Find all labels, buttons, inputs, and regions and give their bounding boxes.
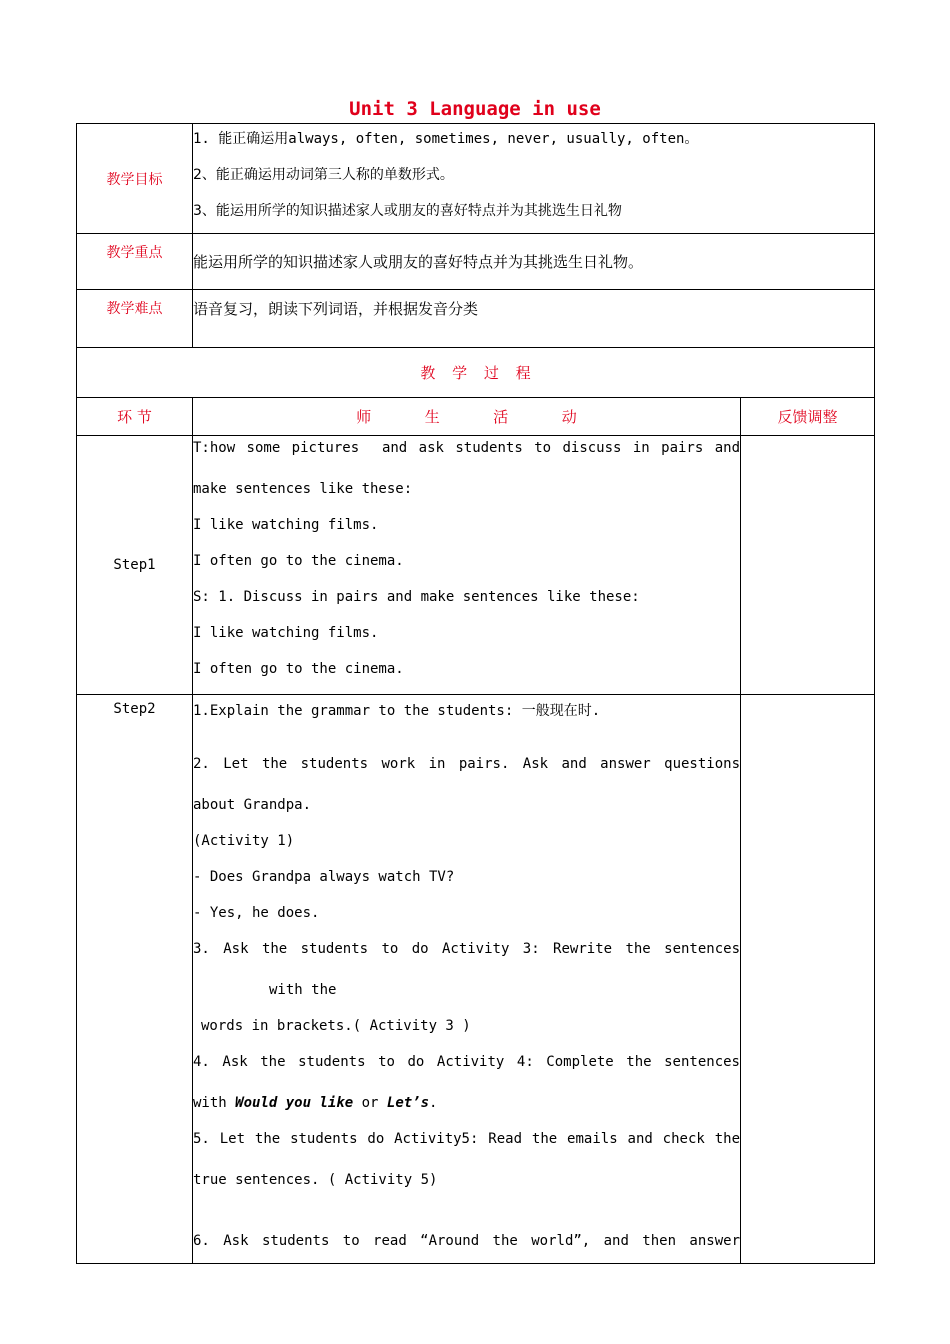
page-title: Unit 3 Language in use	[349, 98, 601, 120]
objectives-label: 教学目标	[77, 124, 193, 234]
activity-line: I often go to the cinema.	[193, 661, 404, 677]
activity-text: or	[353, 1095, 387, 1111]
key-points-row	[77, 234, 875, 290]
activity-line: I like watching films.	[193, 517, 379, 533]
activity-line: 3. Ask the students to do Activity 3: Rewrite the sentences	[193, 941, 740, 957]
step1-activities	[193, 436, 741, 695]
key-points-text: 能运用所学的知识描述家人或朋友的喜好特点并为其挑选生日礼物。	[193, 234, 875, 290]
activity-line	[193, 1095, 740, 1131]
activity-line: T:how some pictures and ask students to discuss in pairs and	[193, 440, 740, 456]
lesson-plan-table	[76, 123, 875, 1264]
activity-line: about Grandpa.	[193, 797, 312, 813]
step1-feedback	[741, 436, 875, 695]
activity-line: - Yes, he does.	[193, 905, 320, 921]
column-header-activity: 师 生 活 动	[193, 398, 741, 436]
step1-label: Step1	[77, 436, 193, 695]
step1-row	[77, 436, 875, 695]
difficulties-text: 语音复习，朗读下列词语，并根据发音分类	[193, 290, 875, 348]
activity-line: 1.Explain the grammar to the students: 一般现在时.	[193, 703, 601, 719]
difficulties-row	[77, 290, 875, 348]
step2-label: Step2	[77, 695, 193, 1264]
activity-line: with the	[269, 982, 337, 998]
activity-line: make sentences like these:	[193, 481, 413, 497]
objective-item: 2、能正确运用动词第三人称的单数形式。	[193, 167, 454, 183]
activity-line: - Does Grandpa always watch TV?	[193, 869, 455, 885]
activity-line: 6. Ask students to read “Around the world”, and then answer	[193, 1233, 740, 1249]
process-header-row	[77, 348, 875, 398]
column-header-row	[77, 398, 875, 436]
emphasis-text: Let’s	[386, 1095, 430, 1111]
activity-line: (Activity 1)	[193, 833, 295, 849]
activity-line: 5. Let the students do Activity5: Read the emails and check the	[193, 1131, 740, 1147]
activity-text: with	[193, 1095, 236, 1111]
activity-line: words in brackets.( Activity 3 )	[201, 1018, 471, 1034]
column-header-stage: 环 节	[77, 398, 193, 436]
objective-item: 3、能运用所学的知识描述家人或朋友的喜好特点并为其挑选生日礼物	[193, 203, 622, 219]
emphasis-text: Would you like	[235, 1095, 354, 1111]
activity-line: S: 1. Discuss in pairs and make sentences like these:	[193, 589, 640, 605]
activity-text: .	[429, 1095, 438, 1111]
activity-line: true sentences. ( Activity 5)	[193, 1172, 438, 1188]
objectives-row	[77, 124, 875, 234]
step2-row	[77, 695, 875, 1264]
activity-line: I often go to the cinema.	[193, 553, 404, 569]
step2-feedback	[741, 695, 875, 1264]
step2-activities	[193, 695, 741, 1264]
activity-line: 4. Ask the students to do Activity 4: Complete the sentences	[193, 1054, 740, 1070]
activity-line: 2. Let the students work in pairs. Ask and answer questions	[193, 756, 740, 772]
activity-line: I like watching films.	[193, 625, 379, 641]
objective-item: 1. 能正确运用always, often, sometimes, never, usually, often。	[193, 131, 699, 147]
difficulties-label: 教学难点	[77, 290, 193, 348]
column-header-feedback: 反馈调整	[741, 398, 875, 436]
objectives-content	[193, 124, 875, 234]
key-points-label: 教学重点	[77, 234, 193, 290]
process-header: 教 学 过 程	[77, 348, 875, 398]
